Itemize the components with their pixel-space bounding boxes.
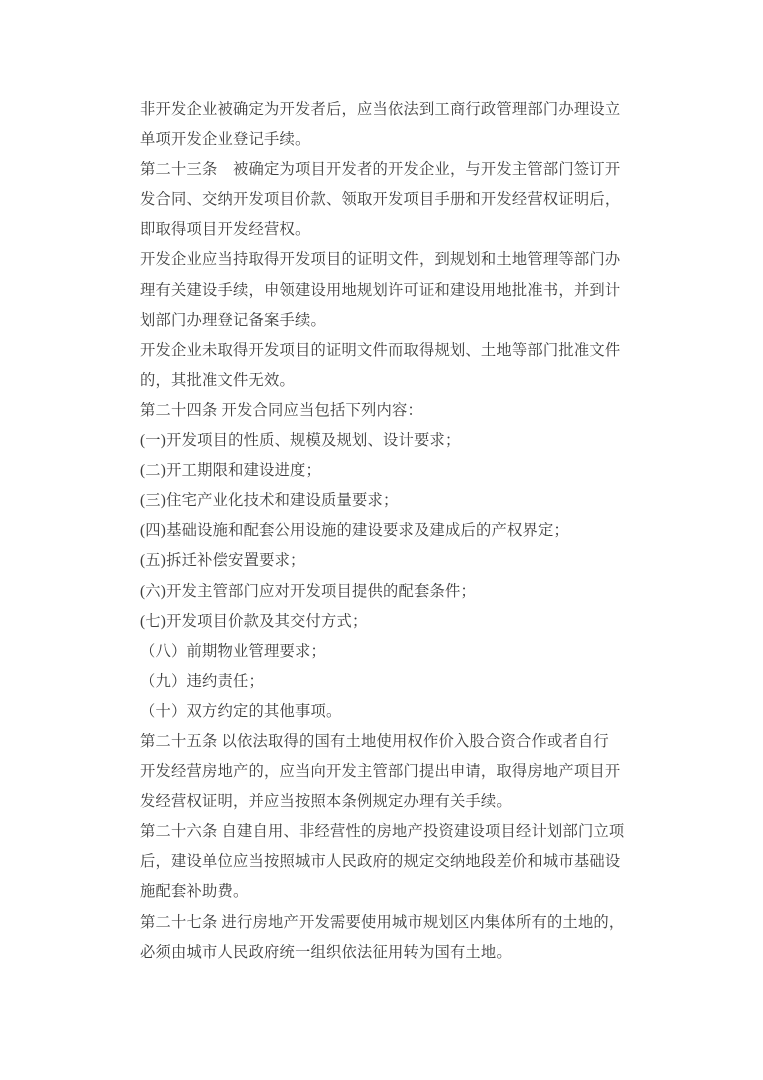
text-line: 非开发企业被确定为开发者后，应当依法到工商行政管理部门办理设立 <box>140 101 621 118</box>
list-item-line: (四)基础设施和配套公用设施的建设要求及建成后的产权界定； <box>140 522 570 540</box>
text-line: 开发经营房地产的，应当向开发主管部门提出申请，取得房地产项目开 <box>140 763 621 781</box>
document-text-block <box>140 95 640 968</box>
list-item-line: （八）前期物业管理要求； <box>140 642 326 660</box>
text-line: 单项开发企业登记手续。 <box>140 131 311 149</box>
text-line: 即取得项目开发经营权。 <box>140 221 311 239</box>
list-item-line: (一)开发项目的性质、规模及规划、设计要求； <box>140 432 461 450</box>
list-item-line: (二)开工期限和建设进度； <box>140 462 322 480</box>
text-line: 的，其批准文件无效。 <box>140 371 295 389</box>
text-line: 第二十六条 自建自用、非经营性的房地产投资建设项目经计划部门立项 <box>140 823 625 841</box>
text-line: 必须由城市人民政府统一组织依法征用转为国有土地。 <box>140 943 512 961</box>
text-line: 第二十四条 开发合同应当包括下列内容： <box>140 401 423 419</box>
text-line: 开发企业应当持取得开发项目的证明文件，到规划和土地管理等部门办 <box>140 251 621 269</box>
text-line: 第二十三条 被确定为项目开发者的开发企业，与开发主管部门签订开 <box>140 161 621 179</box>
text-line: 第二十五条 以依法取得的国有土地使用权作价入股合资合作或者自行 <box>140 732 609 750</box>
text-line: 后，建设单位应当按照城市人民政府的规定交纳地段差价和城市基础设 <box>140 853 621 871</box>
list-item-line: (五)拆迁补偿安置要求； <box>140 552 306 570</box>
list-item-line: （九）违约责任； <box>140 672 264 690</box>
text-line: 发经营权证明，并应当按照本条例规定办理有关手续。 <box>140 793 512 811</box>
text-line: 开发企业未取得开发项目的证明文件而取得规划、土地等部门批准文件 <box>140 341 621 359</box>
list-item-line: (七)开发项目价款及其交付方式； <box>140 612 368 630</box>
list-item-line: （十）双方约定的其他事项。 <box>140 702 342 720</box>
text-line: 发合同、交纳开发项目价款、领取开发项目手册和开发经营权证明后， <box>140 191 621 209</box>
list-item-line: (三)住宅产业化技术和建设质量要求； <box>140 492 399 510</box>
list-item-line: (六)开发主管部门应对开发项目提供的配套条件； <box>140 582 477 600</box>
text-line: 第二十七条 进行房地产开发需要使用城市规划区内集体所有的土地的， <box>140 913 625 931</box>
text-line: 施配套补助费。 <box>140 883 249 901</box>
text-line: 理有关建设手续，申领建设用地规划许可证和建设用地批准书，并到计 <box>140 281 621 299</box>
text-line: 划部门办理登记备案手续。 <box>140 311 326 329</box>
